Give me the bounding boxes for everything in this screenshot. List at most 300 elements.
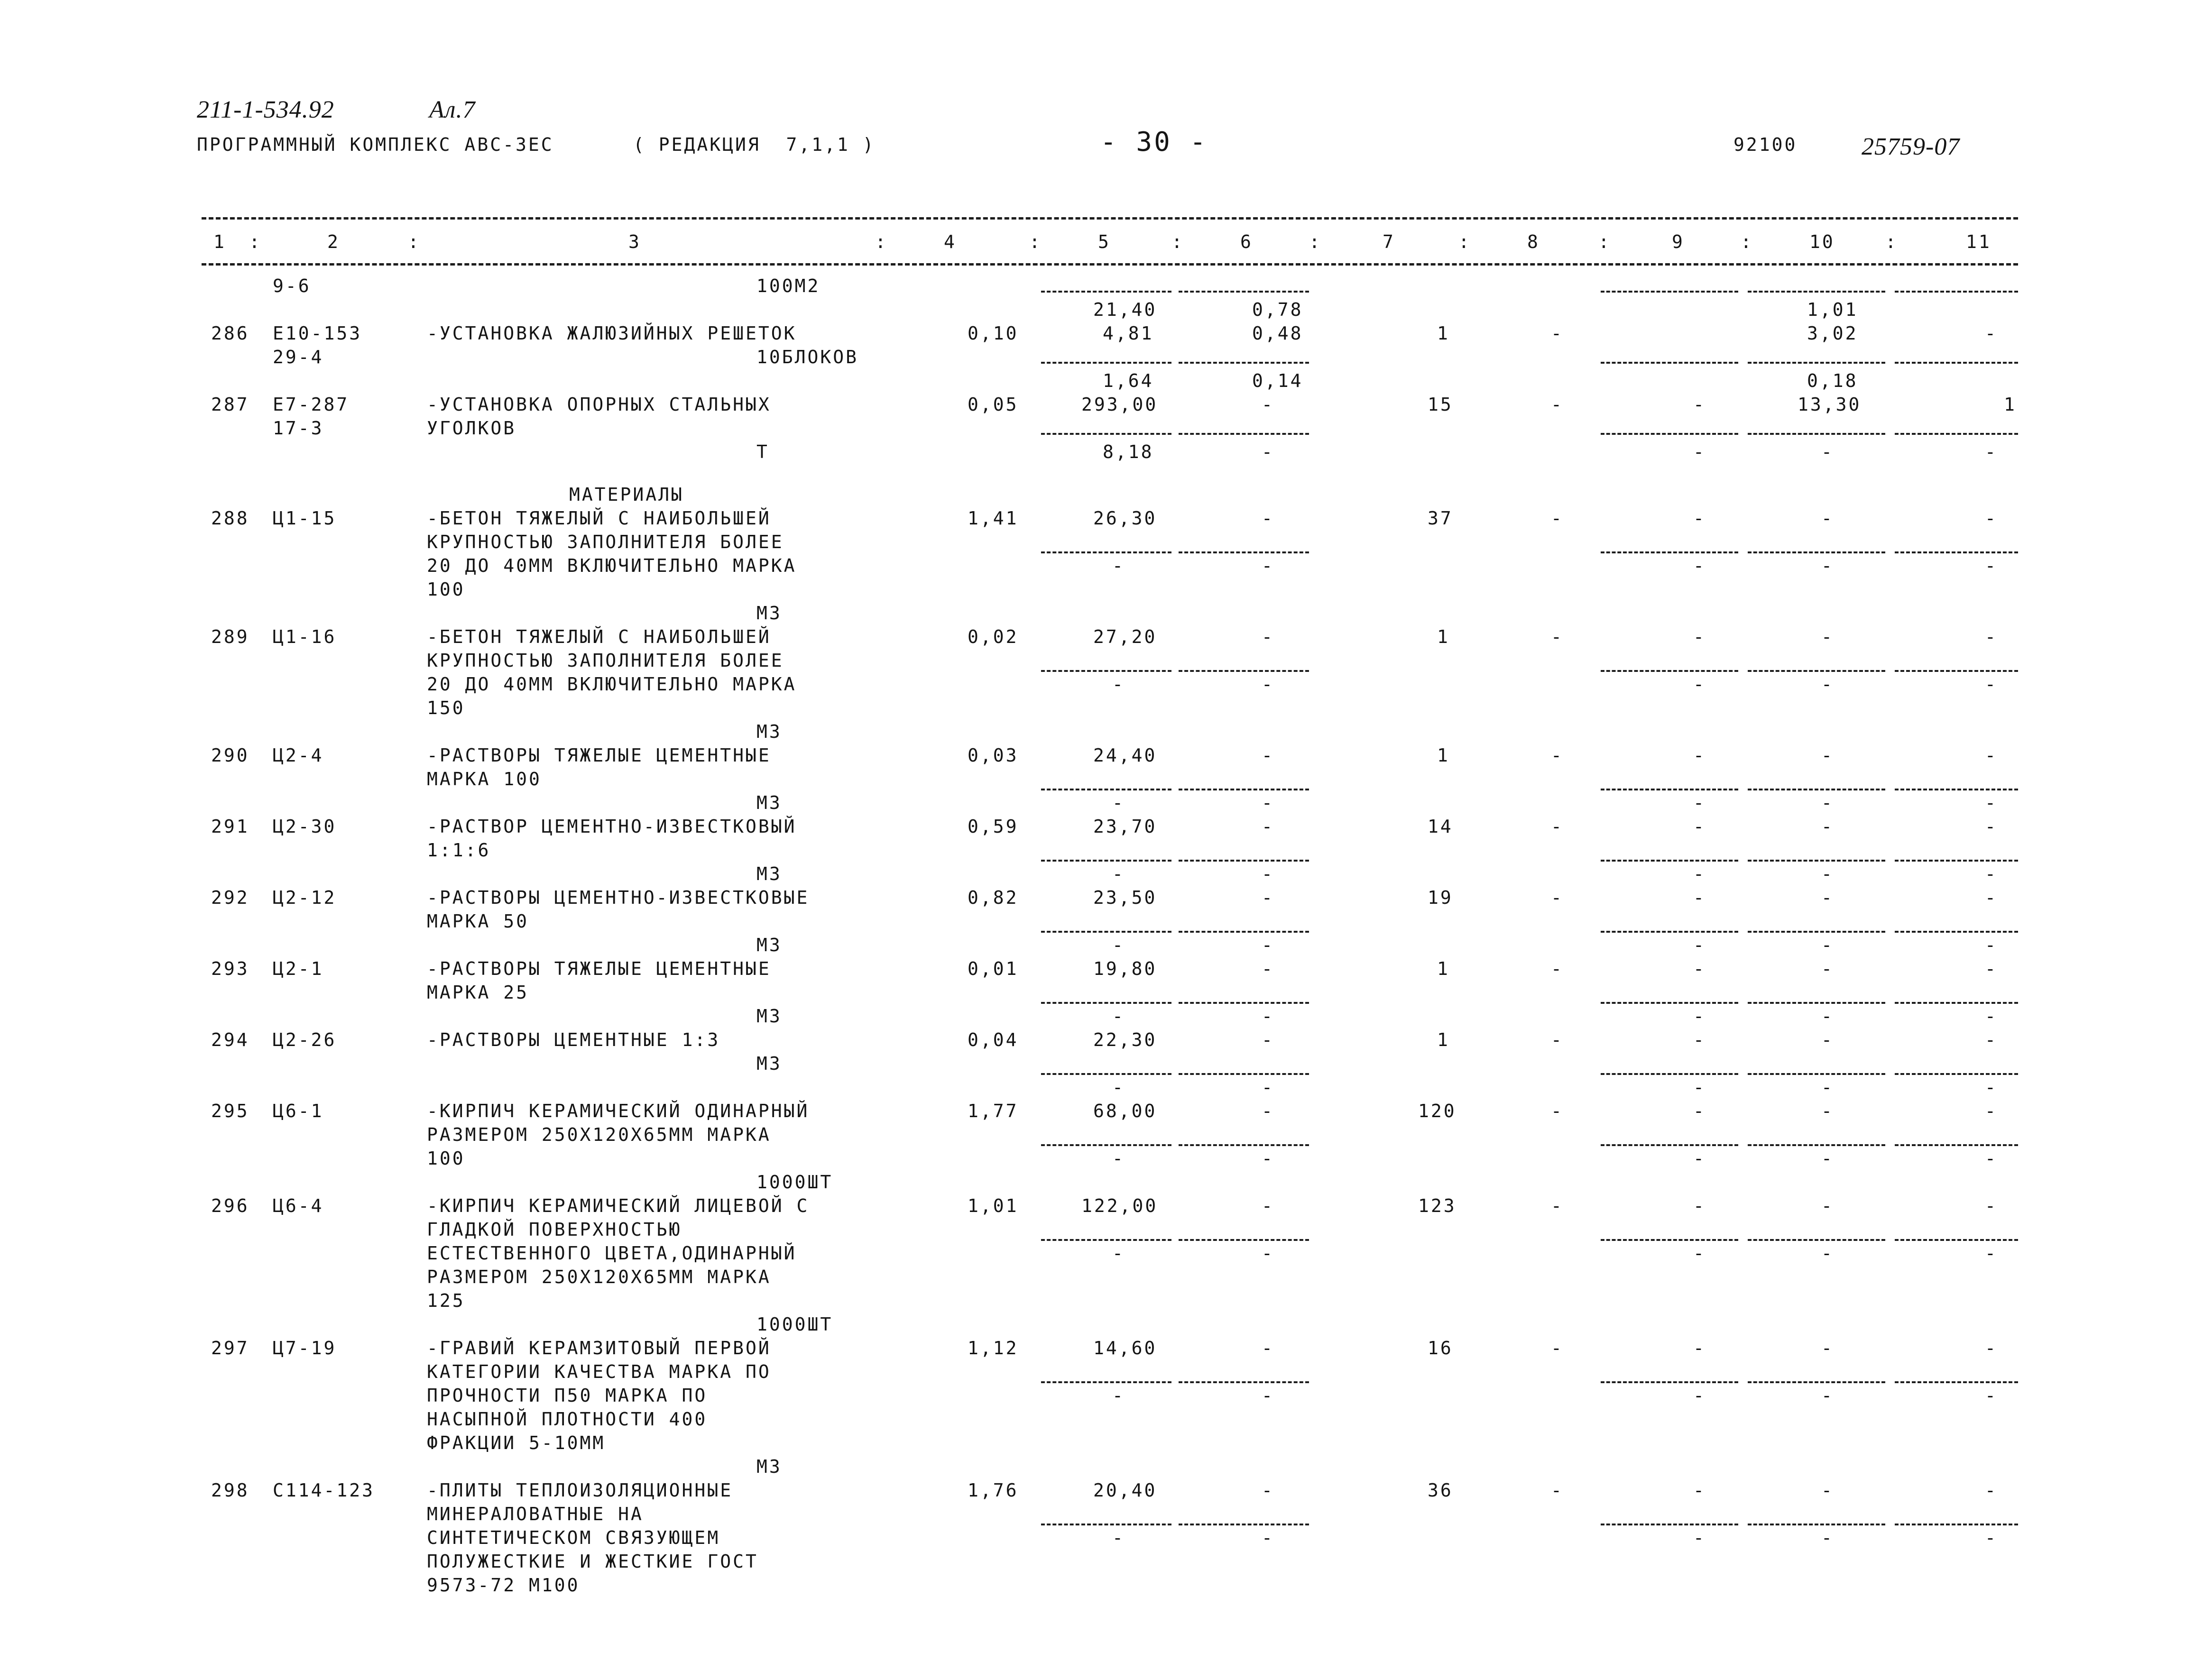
cell-rule — [1041, 860, 1171, 862]
table-cell: - — [1985, 745, 1998, 766]
table-cell: 123 — [1418, 1195, 1457, 1216]
table-cell: 23,70 — [1093, 816, 1157, 837]
table-cell: - — [1985, 441, 1998, 462]
table-cell: - — [1693, 1527, 1706, 1548]
table-cell: 10БЛОКОВ — [756, 347, 859, 367]
cell-rule — [1895, 670, 2018, 672]
table-cell: 293 — [211, 958, 249, 979]
cell-rule — [1748, 362, 1885, 364]
table-cell: - — [1985, 887, 1998, 908]
cell-rule — [1179, 362, 1309, 364]
table-cell: - — [1821, 1101, 1834, 1121]
table-cell: - — [1551, 394, 1564, 415]
table-cell: 120 — [1418, 1101, 1457, 1121]
table-cell: МАРКА 100 — [427, 769, 542, 790]
cell-rule — [1041, 670, 1171, 672]
table-cell: 0,82 — [968, 887, 1019, 908]
table-cell: - — [1693, 863, 1706, 884]
table-cell: 1:1:6 — [427, 840, 491, 861]
table-cell: М3 — [756, 721, 782, 742]
table-cell: - — [1551, 1195, 1564, 1216]
cell-rule — [1179, 860, 1309, 862]
column-separator: : — [1309, 231, 1322, 252]
cell-rule — [1748, 1524, 1885, 1525]
table-cell: - — [1821, 958, 1834, 979]
table-cell: - — [1821, 441, 1834, 462]
column-number: 4 — [944, 231, 957, 252]
cell-rule — [1748, 1239, 1885, 1241]
table-cell: 9-6 — [273, 275, 311, 296]
cell-rule — [1041, 551, 1171, 553]
cell-rule — [1041, 1524, 1171, 1525]
table-cell: МАРКА 50 — [427, 911, 529, 932]
table-cell: 298 — [211, 1480, 249, 1501]
table-cell: - — [1551, 323, 1564, 344]
cell-rule — [1895, 433, 2018, 435]
table-cell: 3,02 — [1807, 323, 1858, 344]
table-cell: - — [1985, 935, 1998, 955]
program-name: ПРОГРАММНЫЙ КОМПЛЕКС АВС-3ЕС — [197, 134, 554, 155]
table-cell: 1,41 — [968, 508, 1019, 529]
cell-rule — [1895, 1144, 2018, 1146]
table-cell: Ц2-30 — [273, 816, 337, 837]
cell-rule — [1041, 1144, 1171, 1146]
cell-rule — [1895, 1073, 2018, 1075]
table-cell: - — [1985, 626, 1998, 647]
table-cell: ПОЛУЖЕСТКИЕ И ЖЕСТКИЕ ГОСТ — [427, 1551, 758, 1572]
table-cell: Ц6-4 — [273, 1195, 324, 1216]
table-cell: 292 — [211, 887, 249, 908]
table-cell: - — [1262, 1029, 1274, 1050]
table-cell: -УСТАНОВКА ОПОРНЫХ СТАЛЬНЫХ — [427, 394, 771, 415]
table-cell: - — [1262, 555, 1274, 576]
table-cell: - — [1693, 1077, 1706, 1098]
table-cell: 0,04 — [968, 1029, 1019, 1050]
table-cell: 14,60 — [1093, 1338, 1157, 1359]
table-cell: - — [1821, 1243, 1834, 1264]
cell-rule — [1748, 1073, 1885, 1075]
document-number: 25759-07 — [1862, 133, 1960, 160]
cell-rule — [1748, 1381, 1885, 1383]
table-cell: - — [1821, 792, 1834, 813]
cell-rule — [1601, 670, 1738, 672]
table-cell: - — [1985, 816, 1998, 837]
table-cell: - — [1262, 508, 1274, 529]
table-cell: ПРОЧНОСТИ П50 МАРКА ПО — [427, 1385, 708, 1406]
column-separator: : — [249, 231, 262, 252]
cell-rule — [1601, 1524, 1738, 1525]
program-code: 92100 — [1733, 134, 1798, 155]
table-cell: 0,14 — [1252, 370, 1303, 391]
column-number: 8 — [1527, 231, 1540, 252]
table-cell: - — [1112, 1527, 1125, 1548]
table-cell: 22,30 — [1093, 1029, 1157, 1050]
cell-rule — [1748, 1144, 1885, 1146]
column-number: 6 — [1240, 231, 1253, 252]
table-cell: М3 — [756, 1456, 782, 1477]
table-cell: 0,03 — [968, 745, 1019, 766]
table-cell: -РАСТВОРЫ ЦЕМЕНТНЫЕ 1:3 — [427, 1029, 720, 1050]
table-cell: 297 — [211, 1338, 249, 1359]
cell-rule — [1179, 433, 1309, 435]
table-cell: 1 — [1437, 745, 1450, 766]
table-cell: Ц2-26 — [273, 1029, 337, 1050]
table-cell: 1,12 — [968, 1338, 1019, 1359]
table-cell: 288 — [211, 508, 249, 529]
table-cell: - — [1821, 626, 1834, 647]
table-cell: - — [1693, 792, 1706, 813]
page-number: - 30 - — [1100, 127, 1208, 157]
table-cell: М3 — [756, 1053, 782, 1074]
table-cell: - — [1693, 508, 1706, 529]
table-cell: - — [1985, 1148, 1998, 1169]
cell-rule — [1895, 860, 2018, 862]
cell-rule — [1895, 362, 2018, 364]
cell-rule — [1041, 433, 1171, 435]
cell-rule — [1601, 1381, 1738, 1383]
table-cell: - — [1262, 1195, 1274, 1216]
table-cell: КАТЕГОРИИ КАЧЕСТВА МАРКА ПО — [427, 1361, 771, 1382]
table-cell: 294 — [211, 1029, 249, 1050]
table-cell: Ц1-16 — [273, 626, 337, 647]
table-cell: 20 ДО 40ММ ВКЛЮЧИТЕЛЬНО МАРКА — [427, 555, 797, 576]
table-cell: - — [1551, 1480, 1564, 1501]
table-cell: - — [1262, 1338, 1274, 1359]
table-cell: ФРАКЦИИ 5-10ММ — [427, 1432, 606, 1453]
cell-rule — [1895, 291, 2018, 293]
table-cell: М3 — [756, 792, 782, 813]
table-cell: - — [1551, 508, 1564, 529]
table-cell: РАЗМЕРОМ 250Х120Х65ММ МАРКА — [427, 1267, 771, 1287]
table-cell: - — [1262, 674, 1274, 695]
table-cell: -ГРАВИЙ КЕРАМЗИТОВЫЙ ПЕРВОЙ — [427, 1338, 771, 1359]
table-cell: 29-4 — [273, 347, 324, 367]
table-cell: - — [1693, 816, 1706, 837]
table-cell: - — [1821, 1527, 1834, 1548]
cell-rule — [1179, 789, 1309, 790]
cell-rule — [1748, 860, 1885, 862]
table-cell: Ц2-1 — [273, 958, 324, 979]
table-cell: - — [1693, 1101, 1706, 1121]
table-cell: 37 — [1428, 508, 1453, 529]
table-cell: - — [1551, 1029, 1564, 1050]
table-cell: - — [1985, 1527, 1998, 1548]
table-cell: - — [1112, 1006, 1125, 1027]
table-cell: - — [1262, 1148, 1274, 1169]
table-cell: - — [1985, 1243, 1998, 1264]
cell-rule — [1748, 931, 1885, 933]
cell-rule — [1179, 670, 1309, 672]
column-separator: : — [1885, 231, 1898, 252]
table-cell: - — [1262, 1385, 1274, 1406]
table-cell: - — [1821, 1077, 1834, 1098]
table-cell: - — [1262, 441, 1274, 462]
table-cell: - — [1693, 1338, 1706, 1359]
table-cell: - — [1551, 816, 1564, 837]
table-cell: 36 — [1428, 1480, 1453, 1501]
table-cell: 0,59 — [968, 816, 1019, 837]
sheet-number: Ал.7 — [429, 96, 476, 123]
table-cell: 286 — [211, 323, 249, 344]
table-cell: 100М2 — [756, 275, 821, 296]
table-cell: МАРКА 25 — [427, 982, 529, 1003]
table-cell: - — [1693, 1148, 1706, 1169]
cell-rule — [1895, 1239, 2018, 1241]
column-separator: : — [875, 231, 888, 252]
table-cell: ЕСТЕСТВЕННОГО ЦВЕТА,ОДИНАРНЫЙ — [427, 1243, 797, 1264]
table-cell: - — [1262, 816, 1274, 837]
table-cell: - — [1821, 1338, 1834, 1359]
column-number: 3 — [628, 231, 641, 252]
column-separator: : — [1741, 231, 1753, 252]
table-cell: 1 — [1437, 626, 1450, 647]
table-cell: - — [1112, 1148, 1125, 1169]
table-cell: 68,00 — [1093, 1101, 1157, 1121]
table-cell: - — [1693, 935, 1706, 955]
table-cell: 289 — [211, 626, 249, 647]
column-number: 2 — [327, 231, 340, 252]
table-cell: -ПЛИТЫ ТЕПЛОИЗОЛЯЦИОННЫЕ — [427, 1480, 733, 1501]
table-cell: -БЕТОН ТЯЖЕЛЫЙ С НАИБОЛЬШЕЙ — [427, 626, 771, 647]
cell-rule — [1895, 1524, 2018, 1525]
table-cell: - — [1112, 935, 1125, 955]
table-cell: 295 — [211, 1101, 249, 1121]
table-cell: -КИРПИЧ КЕРАМИЧЕСКИЙ ОДИНАРНЫЙ — [427, 1101, 810, 1121]
table-cell: - — [1693, 1243, 1706, 1264]
cell-rule — [1601, 931, 1738, 933]
table-cell: 24,40 — [1093, 745, 1157, 766]
table-cell: 1,77 — [968, 1101, 1019, 1121]
document-code: 211-1-534.92 — [197, 96, 334, 123]
table-cell: - — [1262, 863, 1274, 884]
table-cell: - — [1985, 1385, 1998, 1406]
column-number: 11 — [1966, 231, 1991, 252]
table-cell: Т — [756, 441, 769, 462]
table-cell: - — [1112, 1077, 1125, 1098]
table-cell: 26,30 — [1093, 508, 1157, 529]
table-cell: 293,00 — [1081, 394, 1158, 415]
table-cell: Е7-287 — [273, 394, 350, 415]
table-cell: 21,40 — [1093, 299, 1157, 320]
table-cell: - — [1985, 1338, 1998, 1359]
column-separator: : — [408, 231, 421, 252]
table-cell: 19 — [1428, 887, 1453, 908]
table-cell: 27,20 — [1093, 626, 1157, 647]
cell-rule — [1895, 789, 2018, 790]
cell-rule — [1179, 551, 1309, 553]
table-cell: - — [1693, 1195, 1706, 1216]
cell-rule — [1041, 1073, 1171, 1075]
cell-rule — [1179, 1381, 1309, 1383]
table-cell: - — [1262, 1480, 1274, 1501]
cell-rule — [1601, 551, 1738, 553]
column-separator: : — [1598, 231, 1611, 252]
table-cell: Ц2-4 — [273, 745, 324, 766]
table-cell: 1000ШТ — [756, 1172, 833, 1193]
table-cell: -РАСТВОРЫ ТЯЖЕЛЫЕ ЦЕМЕНТНЫЕ — [427, 745, 771, 766]
table-cell: - — [1693, 626, 1706, 647]
column-separator: : — [1171, 231, 1184, 252]
column-number: 9 — [1672, 231, 1685, 252]
cell-rule — [1041, 789, 1171, 790]
table-cell: МИНЕРАЛОВАТНЫЕ НА — [427, 1504, 644, 1524]
table-cell: - — [1985, 674, 1998, 695]
column-separator: : — [1458, 231, 1471, 252]
table-cell: - — [1985, 958, 1998, 979]
table-cell: 8,18 — [1103, 441, 1154, 462]
table-cell: СИНТЕТИЧЕСКОМ СВЯЗУЮЩЕМ — [427, 1527, 720, 1548]
column-separator: : — [1029, 231, 1042, 252]
table-cell: 100 — [427, 579, 465, 600]
cell-rule — [1179, 1002, 1309, 1004]
table-cell: - — [1551, 958, 1564, 979]
table-cell: - — [1551, 745, 1564, 766]
table-cell: 1 — [1437, 1029, 1450, 1050]
table-cell: - — [1821, 816, 1834, 837]
table-cell: М3 — [756, 603, 782, 624]
table-cell: - — [1262, 958, 1274, 979]
table-cell: 15 — [1428, 394, 1453, 415]
table-cell: - — [1693, 394, 1706, 415]
cell-rule — [1895, 1381, 2018, 1383]
table-cell: 20,40 — [1093, 1480, 1157, 1501]
table-cell: - — [1985, 863, 1998, 884]
table-cell: 19,80 — [1093, 958, 1157, 979]
cell-rule — [1179, 1144, 1309, 1146]
table-cell: М3 — [756, 1006, 782, 1027]
table-cell: КРУПНОСТЬЮ ЗАПОЛНИТЕЛЯ БОЛЕЕ — [427, 650, 784, 671]
table-cell: 16 — [1428, 1338, 1453, 1359]
table-cell: - — [1112, 1385, 1125, 1406]
cell-rule — [1601, 433, 1738, 435]
table-cell: - — [1985, 1077, 1998, 1098]
table-cell: Е10-153 — [273, 323, 362, 344]
table-cell: 0,48 — [1252, 323, 1303, 344]
table-cell: 4,81 — [1103, 323, 1154, 344]
table-cell: - — [1985, 792, 1998, 813]
table-cell: - — [1693, 745, 1706, 766]
table-cell: 9573-72 М100 — [427, 1575, 580, 1596]
table-cell: 0,02 — [968, 626, 1019, 647]
table-cell: 291 — [211, 816, 249, 837]
table-cell: 1,01 — [1807, 299, 1858, 320]
table-cell: - — [1112, 674, 1125, 695]
table-cell: - — [1821, 1480, 1834, 1501]
table-cell: - — [1262, 1077, 1274, 1098]
table-cell: 122,00 — [1081, 1195, 1158, 1216]
cell-rule — [1601, 1073, 1738, 1075]
table-cell: 1,64 — [1103, 370, 1154, 391]
column-number: 5 — [1098, 231, 1111, 252]
cell-rule — [1041, 1002, 1171, 1004]
cell-rule — [1601, 291, 1738, 293]
cell-rule — [1895, 1002, 2018, 1004]
table-cell: - — [1821, 887, 1834, 908]
cell-rule — [1179, 1239, 1309, 1241]
table-cell: 13,30 — [1798, 394, 1862, 415]
table-cell: - — [1262, 887, 1274, 908]
table-cell: М3 — [756, 863, 782, 884]
table-cell: - — [1551, 1101, 1564, 1121]
table-cell: - — [1985, 1006, 1998, 1027]
table-cell: - — [1262, 745, 1274, 766]
cell-rule — [1179, 1524, 1309, 1525]
table-cell: 1 — [1437, 323, 1450, 344]
table-cell: Ц1-15 — [273, 508, 337, 529]
table-cell: - — [1693, 958, 1706, 979]
table-cell: УГОЛКОВ — [427, 418, 516, 439]
cell-rule — [1601, 1144, 1738, 1146]
table-cell: 125 — [427, 1290, 465, 1311]
table-cell: - — [1112, 1243, 1125, 1264]
table-cell: - — [1821, 508, 1834, 529]
table-cell: - — [1821, 555, 1834, 576]
table-cell: 0,01 — [968, 958, 1019, 979]
table-cell: - — [1821, 1029, 1834, 1050]
table-cell: 1 — [2004, 394, 2017, 415]
table-cell: 23,50 — [1093, 887, 1157, 908]
table-cell: - — [1693, 555, 1706, 576]
table-cell: -РАСТВОРЫ ТЯЖЕЛЫЕ ЦЕМЕНТНЫЕ — [427, 958, 771, 979]
cell-rule — [1601, 362, 1738, 364]
table-cell: - — [1693, 887, 1706, 908]
table-cell: - — [1985, 555, 1998, 576]
table-cell: 17-3 — [273, 418, 324, 439]
table-cell: - — [1985, 1101, 1998, 1121]
table-cell: 1,01 — [968, 1195, 1019, 1216]
cell-rule — [1601, 1239, 1738, 1241]
table-cell: - — [1693, 1480, 1706, 1501]
table-cell: 0,10 — [968, 323, 1019, 344]
table-cell: 20 ДО 40ММ ВКЛЮЧИТЕЛЬНО МАРКА — [427, 674, 797, 695]
table-cell: - — [1821, 1195, 1834, 1216]
table-cell: - — [1985, 1480, 1998, 1501]
table-cell: - — [1262, 1006, 1274, 1027]
table-cell: 290 — [211, 745, 249, 766]
cell-rule — [1179, 1073, 1309, 1075]
table-cell: КРУПНОСТЬЮ ЗАПОЛНИТЕЛЯ БОЛЕЕ — [427, 532, 784, 552]
table-cell: НАСЫПНОЙ ПЛОТНОСТИ 400 — [427, 1409, 708, 1430]
cell-rule — [1041, 1381, 1171, 1383]
table-cell: - — [1821, 745, 1834, 766]
edition-label: ( РЕДАКЦИЯ 7,1,1 ) — [633, 134, 876, 155]
cell-rule — [1748, 551, 1885, 553]
table-cell: - — [1985, 323, 1998, 344]
table-cell: М3 — [756, 935, 782, 955]
table-cell: - — [1821, 863, 1834, 884]
table-cell: - — [1821, 1006, 1834, 1027]
table-cell: РАЗМЕРОМ 250Х120Х65ММ МАРКА — [427, 1124, 771, 1145]
cell-rule — [1748, 433, 1885, 435]
cell-rule — [1179, 291, 1309, 293]
cell-rule — [1895, 931, 2018, 933]
cell-rule — [1041, 931, 1171, 933]
table-cell: 0,78 — [1252, 299, 1303, 320]
cell-rule — [1041, 1239, 1171, 1241]
table-top-rule — [202, 217, 2018, 220]
table-cell: Ц7-19 — [273, 1338, 337, 1359]
column-number: 1 — [213, 231, 226, 252]
cell-rule — [1179, 931, 1309, 933]
cell-rule — [1748, 789, 1885, 790]
table-cell: 14 — [1428, 816, 1453, 837]
table-cell: -РАСТВОРЫ ЦЕМЕНТНО-ИЗВЕСТКОВЫЕ — [427, 887, 810, 908]
table-cell: - — [1693, 1006, 1706, 1027]
table-header-rule — [202, 263, 2018, 266]
table-cell: - — [1262, 935, 1274, 955]
cell-rule — [1895, 551, 2018, 553]
table-cell: 1 — [1437, 958, 1450, 979]
